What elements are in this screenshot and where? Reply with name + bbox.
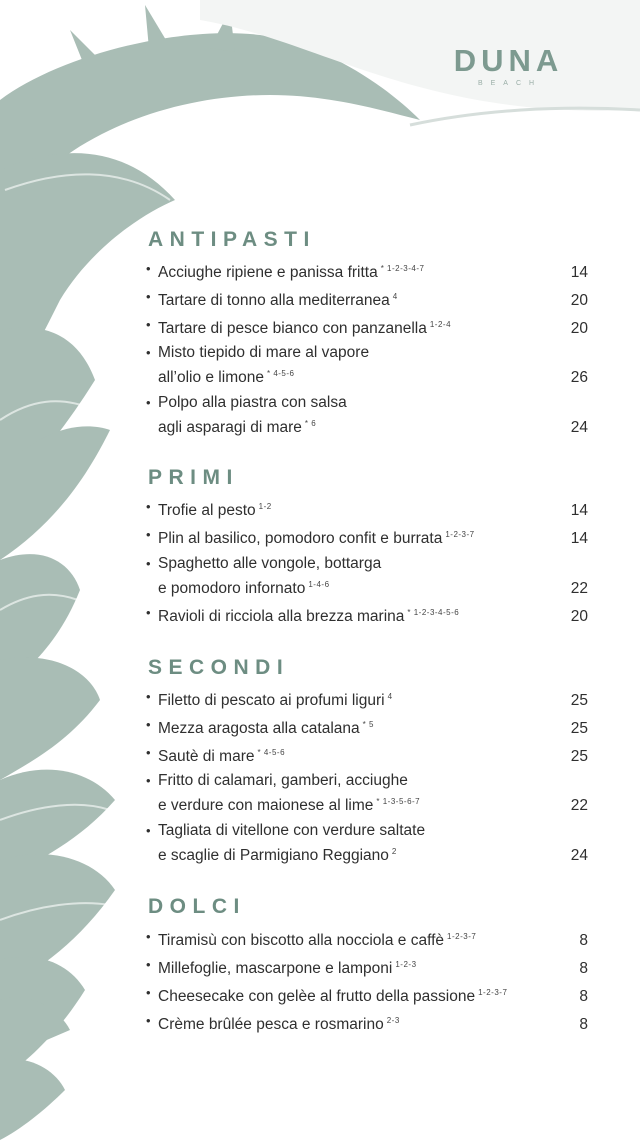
menu-item-line: • Fritto di calamari, gamberi, acciughe xyxy=(158,772,408,789)
menu-item-line: agli asparagi di mare $^{* 6}$ xyxy=(158,419,317,436)
menu-item xyxy=(146,714,588,739)
menu-item-line: • Crème brûlée pesca e rosmarino $^{2-3}$ xyxy=(158,1016,400,1033)
section-title-primi: PRIMI xyxy=(148,466,239,489)
menu-item-price: 14 xyxy=(570,502,588,519)
menu-item-price: 26 xyxy=(570,369,588,386)
menu-item-price: 8 xyxy=(579,960,588,977)
allergen-codes: * 1-2-3-4-7 xyxy=(380,264,425,273)
menu-item-line: • Spaghetto alle vongole, bottarga xyxy=(158,555,382,572)
menu-item-price: 20 xyxy=(570,292,588,309)
menu-item xyxy=(146,286,588,311)
section-title-antipasti: ANTIPASTI xyxy=(148,228,316,251)
allergen-codes: 1-2-4 xyxy=(429,320,452,329)
menu-item-line: • Tartare di pesce bianco con panzanella $^{1-2-4}$ xyxy=(158,320,452,337)
menu-item xyxy=(146,686,588,711)
allergen-codes: 2 xyxy=(391,847,397,856)
allergen-codes: * 4-5-6 xyxy=(266,369,295,378)
menu-item-line: • Cheesecake con gelèe al frutto della passione $^{1-2-3-7}$ xyxy=(158,988,508,1005)
menu-item-price: 25 xyxy=(570,720,588,737)
logo-subtitle: BEACH xyxy=(477,80,543,87)
menu-item-price: 22 xyxy=(570,580,588,597)
section-title-dolci: DOLCI xyxy=(148,895,246,918)
menu-item xyxy=(146,496,588,521)
allergen-codes: * 1-3-5-6-7 xyxy=(376,797,421,806)
menu-item xyxy=(146,742,588,767)
menu-item-description xyxy=(146,982,588,1007)
menu-item xyxy=(146,524,588,549)
menu-item-line: e pomodoro infornato $^{1-4-6}$ xyxy=(158,580,330,597)
section-title-secondi: SECONDI xyxy=(148,656,290,679)
menu-item-price: 24 xyxy=(570,419,588,436)
allergen-codes: 1-2-3 xyxy=(395,960,417,969)
menu-item-price: 14 xyxy=(570,264,588,281)
allergen-codes: * 1-2-3-4-5-6 xyxy=(407,608,460,617)
menu-item xyxy=(146,982,588,1007)
menu-item-description xyxy=(146,686,588,711)
menu-item-description xyxy=(146,314,588,339)
menu-item xyxy=(146,770,588,816)
allergen-codes: 1-2-3-7 xyxy=(445,530,475,539)
menu-item-price: 8 xyxy=(579,988,588,1005)
menu-item xyxy=(146,314,588,339)
menu-item xyxy=(146,602,588,627)
allergen-codes: 1-2 xyxy=(258,502,272,511)
menu-item-description xyxy=(146,524,588,549)
menu-item-description xyxy=(146,714,588,739)
menu-item-line: • Filetto di pescato ai profumi liguri $^4$ xyxy=(158,692,393,709)
menu-item-description xyxy=(146,258,588,283)
menu-item-description xyxy=(146,342,588,388)
menu-item-line: e scaglie di Parmigiano Reggiano $^2$ xyxy=(158,847,397,864)
menu-item-price: 22 xyxy=(570,797,588,814)
menu-item-line: • Millefoglie, mascarpone e lamponi $^{1-2-3}$ xyxy=(158,960,417,977)
menu-item-price: 8 xyxy=(579,932,588,949)
menu-item-price: 8 xyxy=(579,1016,588,1033)
menu-item xyxy=(146,392,588,438)
menu-item-price: 20 xyxy=(570,320,588,337)
allergen-codes: 1-4-6 xyxy=(308,580,330,589)
menu-item-description xyxy=(146,602,588,627)
menu-item xyxy=(146,258,588,283)
allergen-codes: * 5 xyxy=(362,720,374,729)
menu-item-line: • Acciughe ripiene e panissa fritta $^{* 1-2-3-4-7}$ xyxy=(158,264,425,281)
menu-item-line: • Plin al basilico, pomodoro confit e burrata $^{1-2-3-7}$ xyxy=(158,530,475,547)
allergen-codes: 4 xyxy=(387,692,393,701)
menu-item xyxy=(146,926,588,951)
menu-item xyxy=(146,342,588,388)
allergen-codes: 1-2-3-7 xyxy=(478,988,508,997)
menu-item-description xyxy=(146,496,588,521)
menu-item-price: 20 xyxy=(570,608,588,625)
menu-item-line: • Misto tiepido di mare al vapore xyxy=(158,344,370,361)
menu-item-line: • Polpo alla piastra con salsa xyxy=(158,394,347,411)
menu-item xyxy=(146,553,588,599)
menu-item-description xyxy=(146,770,588,816)
menu-item-line: all’olio e limone $^{* 4-5-6}$ xyxy=(158,369,295,386)
allergen-codes: 2-3 xyxy=(386,1016,400,1025)
menu-item-line: • Tartare di tonno alla mediterranea $^4$ xyxy=(158,292,398,309)
menu-item-line: • Ravioli di ricciola alla brezza marina $^{* 1-2-3-4-5-6}$ xyxy=(158,608,460,625)
menu-item-line: • Tagliata di vitellone con verdure saltate xyxy=(158,822,426,839)
menu-item-price: 25 xyxy=(570,692,588,709)
menu-item-price: 24 xyxy=(570,847,588,864)
menu-item-price: 25 xyxy=(570,748,588,765)
menu-item xyxy=(146,954,588,979)
menu-item-description xyxy=(146,286,588,311)
menu-item xyxy=(146,820,588,866)
allergen-codes: 4 xyxy=(392,292,398,301)
menu-item-line: • Tiramisù con biscotto alla nocciola e caffè $^{1-2-3-7}$ xyxy=(158,932,477,949)
allergen-codes: 1-2-3-7 xyxy=(447,932,477,941)
menu-item-description xyxy=(146,1010,588,1035)
menu-item-description xyxy=(146,553,588,599)
menu-item-line: • Trofie al pesto $^{1-2}$ xyxy=(158,502,272,519)
logo-title: DUNA xyxy=(453,43,564,78)
menu-item-line: • Mezza aragosta alla catalana $^{* 5}$ xyxy=(158,720,374,737)
menu-item-description xyxy=(146,392,588,438)
menu-item-line: e verdure con maionese al lime $^{* 1-3-5-6-7}$ xyxy=(158,797,421,814)
allergen-codes: * 6 xyxy=(304,419,317,428)
menu-item xyxy=(146,1010,588,1035)
menu-item-description xyxy=(146,742,588,767)
menu-item-description xyxy=(146,954,588,979)
allergen-codes: * 4-5-6 xyxy=(257,748,286,757)
menu-item-description xyxy=(146,926,588,951)
menu-item-line: • Sautè di mare $^{* 4-5-6}$ xyxy=(158,748,286,765)
menu-item-price: 14 xyxy=(570,530,588,547)
menu-item-description xyxy=(146,820,588,866)
